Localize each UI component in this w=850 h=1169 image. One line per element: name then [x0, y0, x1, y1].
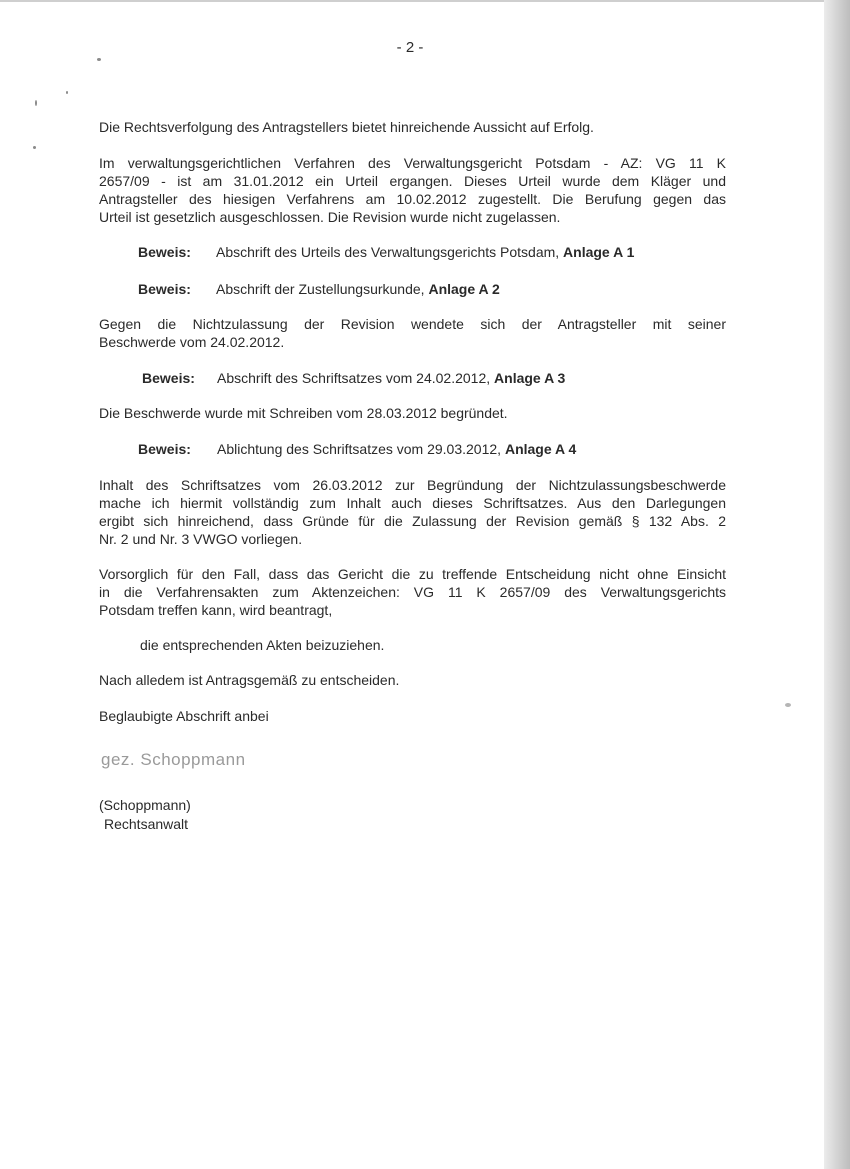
signature-stamp: gez. Schoppmann: [101, 750, 246, 769]
evidence-anlage: Anlage A 4: [504, 441, 577, 457]
paragraph-request-files: die entsprechenden Akten beizuziehen.: [140, 637, 385, 653]
evidence-anlage: Anlage A 2: [428, 281, 500, 297]
paragraph-certified-copy: Beglaubigte Abschrift anbei: [99, 708, 269, 724]
paragraph-procedure-line-4: Urteil ist gesetzlich ausgeschlossen. Die Revision wurde nicht zugelassen.: [99, 209, 561, 225]
paragraph-content-line-2: mache ich hiermit vollständig zum Inhalt auch dieses Schriftsatzes. Aus den Darlegungen: [99, 495, 726, 511]
paragraph-conclusion: Nach alledem ist Antragsgemäß zu entscheiden.: [99, 672, 400, 688]
paragraph-procedure-line-1: Im verwaltungsgerichtlichen Verfahren des Verwaltungsgericht Potsdam - AZ: VG 11 K: [99, 155, 726, 171]
paragraph-request-line-2: in die Verfahrensakten zum Aktenzeichen: VG 11 K 2657/09 des Verwaltungsgerichts: [99, 584, 726, 600]
paragraph-request-line-1: Vorsorglich für den Fall, dass das Gericht die zu treffende Entscheidung nicht ohne Einsicht: [99, 566, 726, 582]
paragraph-procedure-line-2: 2657/09 - ist am 31.01.2012 ein Urteil ergangen. Dieses Urteil wurde dem Kläger und: [99, 173, 726, 189]
paragraph-justification: Die Beschwerde wurde mit Schreiben vom 28.03.2012 begründet.: [99, 405, 508, 421]
page-number: - 2 -: [396, 39, 424, 56]
paragraph-appeal-line-1: Gegen die Nichtzulassung der Revision wendete sich der Antragsteller mit seiner: [99, 316, 726, 332]
evidence-label: Beweis:: [138, 281, 191, 297]
paragraph-content-line-3: ergibt sich hinreichend, dass Gründe für die Zulassung der Revision gemäß § 132 Abs. 2: [99, 513, 726, 529]
paragraph-request-line-3: Potsdam treffen kann, wird beantragt,: [99, 602, 333, 618]
scan-edge-right: [824, 0, 850, 1169]
evidence-anlage: Anlage A 1: [563, 244, 635, 260]
signature-title: Rechtsanwalt: [104, 816, 189, 832]
paragraph-appeal-line-2: Beschwerde vom 24.02.2012.: [99, 334, 285, 350]
paragraph-content-line-4: Nr. 2 und Nr. 3 VWGO vorliegen.: [99, 531, 303, 547]
evidence-text: Abschrift der Zustellungsurkunde,: [216, 281, 425, 297]
signature-name: (Schoppmann): [99, 797, 191, 813]
evidence-anlage: Anlage A 3: [494, 370, 566, 386]
evidence-label: Beweis:: [138, 441, 191, 457]
evidence-item: [142, 369, 565, 387]
paragraph-procedure-line-3: Antragsteller des hiesigen Verfahrens am 10.02.2012 zugestellt. Die Berufung gegen das: [99, 191, 726, 207]
evidence-item: [138, 243, 634, 261]
evidence-item: [138, 440, 576, 458]
evidence-text: Abschrift des Urteils des Verwaltungsgerichts Potsdam,: [216, 244, 560, 260]
evidence-item: [138, 280, 500, 298]
paragraph-content-line-1: Inhalt des Schriftsatzes vom 26.03.2012 zur Begründung der Nichtzulassungsbeschwerde: [99, 477, 726, 493]
evidence-label: Beweis:: [138, 244, 191, 260]
evidence-text: Abschrift des Schriftsatzes vom 24.02.2012,: [217, 370, 491, 386]
paragraph-prospects: Die Rechtsverfolgung des Antragstellers bietet hinreichende Aussicht auf Erfolg.: [99, 119, 594, 135]
evidence-label: Beweis:: [142, 370, 195, 386]
evidence-text: Ablichtung des Schriftsatzes vom 29.03.2012,: [217, 441, 502, 457]
